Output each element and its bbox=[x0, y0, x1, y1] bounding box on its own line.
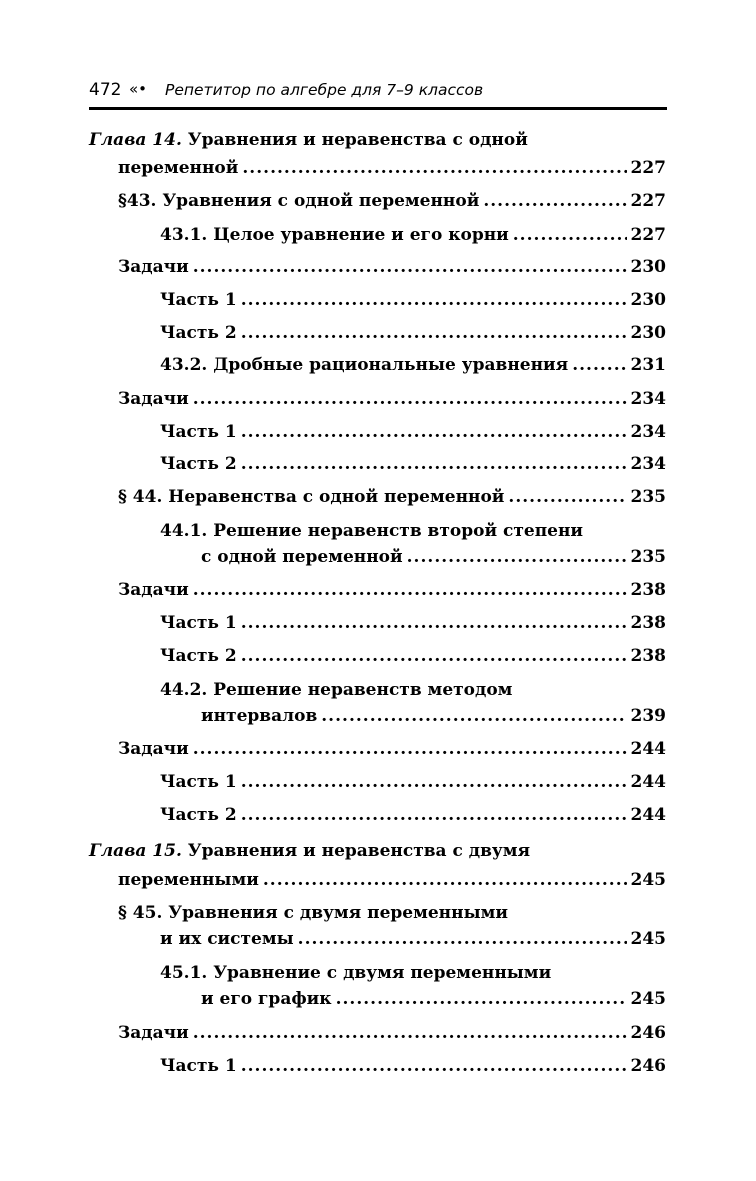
dot-leader bbox=[483, 191, 626, 211]
entry-label-cont: и их системы bbox=[160, 929, 294, 949]
toc-problems-3-part-1[interactable] bbox=[160, 613, 666, 639]
entry-label: Часть 1 bbox=[160, 613, 237, 633]
entry-label: Часть 1 bbox=[160, 290, 237, 310]
toc-problems-2-part-2[interactable] bbox=[160, 454, 666, 480]
toc-problems-1[interactable] bbox=[118, 257, 666, 283]
page-ref: 230 bbox=[630, 257, 666, 277]
page-ref: 239 bbox=[630, 706, 666, 726]
entry-label-cont: и его график bbox=[201, 989, 332, 1009]
toc-subsection-44-1-cont[interactable] bbox=[201, 547, 666, 573]
dot-leader bbox=[241, 646, 627, 666]
dot-leader bbox=[241, 290, 627, 310]
dot-leader bbox=[508, 487, 626, 507]
toc-subsection-43-1[interactable] bbox=[160, 225, 666, 251]
dot-leader bbox=[513, 225, 627, 245]
entry-label: Часть 2 bbox=[160, 454, 237, 474]
page-ref: 234 bbox=[630, 422, 666, 442]
page-ref: 235 bbox=[630, 547, 666, 567]
page-ref: 244 bbox=[630, 772, 666, 792]
toc-problems-3-part-2[interactable] bbox=[160, 646, 666, 672]
toc-problems-3[interactable] bbox=[118, 580, 666, 606]
dot-leader bbox=[241, 323, 627, 343]
dot-leader bbox=[321, 706, 626, 726]
entry-label: Часть 2 bbox=[160, 323, 237, 343]
entry-label: Задачи bbox=[118, 580, 189, 600]
entry-label: Часть 1 bbox=[160, 422, 237, 442]
toc-problems-4-part-1[interactable] bbox=[160, 772, 666, 798]
toc-chapter-14-cont[interactable] bbox=[118, 158, 666, 184]
dot-leader bbox=[241, 454, 627, 474]
page-ref: 234 bbox=[630, 389, 666, 409]
dot-leader bbox=[298, 929, 627, 949]
page-ref: 245 bbox=[630, 929, 666, 949]
page-ref: 246 bbox=[630, 1023, 666, 1043]
chapter-15-prefix: Глава 15. bbox=[89, 841, 182, 861]
entry-label: 45.1. Уравнение с двумя переменными bbox=[160, 963, 552, 983]
entry-label: Часть 2 bbox=[160, 646, 237, 666]
toc-section-44[interactable] bbox=[118, 487, 666, 513]
entry-label: Часть 2 bbox=[160, 805, 237, 825]
page-ref: 227 bbox=[630, 191, 666, 211]
toc-problems-4[interactable] bbox=[118, 739, 666, 765]
toc-problems-2-part-1[interactable] bbox=[160, 422, 666, 448]
chapter-15-title-cont: переменными bbox=[118, 870, 259, 890]
entry-label: § 45. Уравнения с двумя переменными bbox=[118, 903, 508, 923]
entry-label: Часть 1 bbox=[160, 772, 237, 792]
page-ref: 245 bbox=[630, 870, 666, 890]
dot-leader bbox=[193, 739, 627, 759]
page-number: 472 bbox=[89, 80, 122, 100]
toc-subsection-45-1-heading[interactable] bbox=[160, 963, 551, 989]
dot-leader bbox=[336, 989, 627, 1009]
toc-problems-1-part-1[interactable] bbox=[160, 290, 666, 316]
toc-problems-5[interactable] bbox=[118, 1023, 666, 1049]
page-ref: 244 bbox=[630, 739, 666, 759]
toc-section-45-heading[interactable] bbox=[118, 903, 508, 929]
toc-subsection-45-1-cont[interactable] bbox=[201, 989, 666, 1015]
entry-label: 43.2. Дробные рациональные уравнения bbox=[160, 355, 569, 375]
dot-leader bbox=[241, 772, 627, 792]
dot-leader bbox=[263, 870, 627, 890]
toc-chapter-15-cont[interactable] bbox=[118, 870, 666, 896]
page-ref: 244 bbox=[630, 805, 666, 825]
page-ref: 245 bbox=[630, 989, 666, 1009]
entry-label: 44.1. Решение неравенств второй степени bbox=[160, 521, 584, 541]
dot-leader bbox=[193, 257, 627, 277]
page-ref: 230 bbox=[630, 290, 666, 310]
entry-label: Задачи bbox=[118, 1023, 189, 1043]
dot-leader bbox=[241, 1056, 627, 1076]
page-ref: 227 bbox=[630, 225, 666, 245]
entry-label: 43.1. Целое уравнение и его корни bbox=[160, 225, 509, 245]
dot-leader bbox=[241, 422, 627, 442]
ornament-icon: «• bbox=[129, 80, 148, 98]
dot-leader bbox=[241, 805, 627, 825]
page-ref: 234 bbox=[630, 454, 666, 474]
page-ref: 230 bbox=[630, 323, 666, 343]
dot-leader bbox=[242, 158, 626, 178]
page-ref: 238 bbox=[630, 646, 666, 666]
toc-problems-1-part-2[interactable] bbox=[160, 323, 666, 349]
toc-subsection-43-2[interactable] bbox=[160, 355, 666, 381]
entry-label-cont: интервалов bbox=[201, 706, 318, 726]
chapter-14-title: Уравнения и неравенства с одной bbox=[187, 130, 528, 150]
toc-subsection-44-1-heading[interactable] bbox=[160, 521, 583, 547]
toc-subsection-44-2-cont[interactable] bbox=[201, 706, 666, 732]
page-ref: 235 bbox=[630, 487, 666, 507]
dot-leader bbox=[193, 389, 627, 409]
page-ref: 238 bbox=[630, 613, 666, 633]
toc-problems-2[interactable] bbox=[118, 389, 666, 415]
toc-section-45-cont[interactable] bbox=[160, 929, 666, 955]
dot-leader bbox=[572, 355, 626, 375]
toc-problems-5-part-1[interactable] bbox=[160, 1056, 666, 1082]
entry-label-cont: с одной переменной bbox=[201, 547, 403, 567]
entry-label: Задачи bbox=[118, 257, 189, 277]
book-title: Репетитор по алгебре для 7–9 классов bbox=[165, 81, 484, 99]
toc-subsection-44-2-heading[interactable] bbox=[160, 680, 512, 706]
toc-chapter-15-heading[interactable] bbox=[89, 841, 530, 867]
toc-section-43[interactable] bbox=[118, 191, 666, 217]
toc-chapter-14-heading[interactable] bbox=[89, 130, 528, 156]
page-ref: 231 bbox=[630, 355, 666, 375]
entry-label: §43. Уравнения с одной переменной bbox=[118, 191, 480, 211]
chapter-14-title-cont: переменной bbox=[118, 158, 239, 178]
dot-leader bbox=[193, 1023, 627, 1043]
chapter-14-prefix: Глава 14. bbox=[89, 130, 182, 150]
entry-label: § 44. Неравенства с одной переменной bbox=[118, 487, 505, 507]
page-ref: 238 bbox=[630, 580, 666, 600]
entry-label: 44.2. Решение неравенств методом bbox=[160, 680, 513, 700]
page-ref: 227 bbox=[630, 158, 666, 178]
dot-leader bbox=[193, 580, 627, 600]
dot-leader bbox=[407, 547, 627, 567]
toc-problems-4-part-2[interactable] bbox=[160, 805, 666, 831]
dot-leader bbox=[241, 613, 627, 633]
entry-label: Задачи bbox=[118, 389, 189, 409]
entry-label: Часть 1 bbox=[160, 1056, 237, 1076]
chapter-15-title: Уравнения и неравенства с двумя bbox=[187, 841, 531, 861]
entry-label: Задачи bbox=[118, 739, 189, 759]
page-ref: 246 bbox=[630, 1056, 666, 1076]
